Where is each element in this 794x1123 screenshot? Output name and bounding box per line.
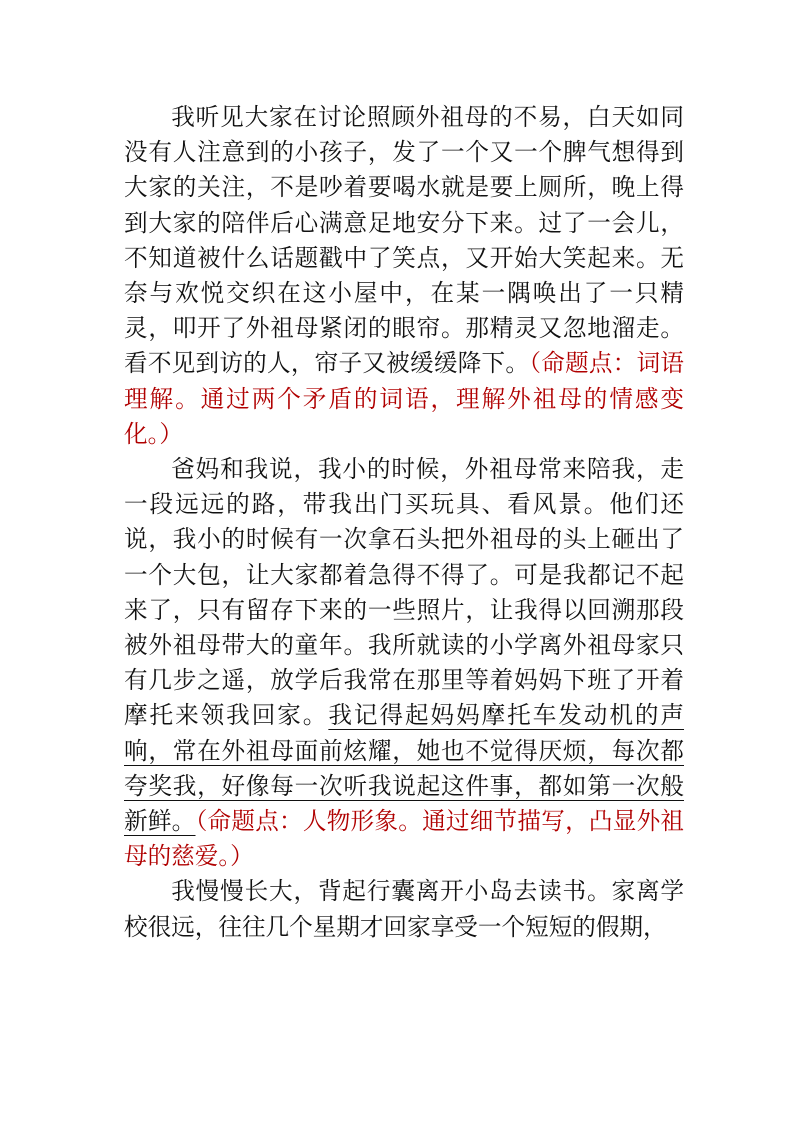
document-page [124,100,684,945]
paragraph-3 [124,874,684,944]
paragraph-2 [124,452,684,874]
paragraph-1-text: 我听见大家在讨论照顾外祖母的不易，白天如同没有人注意到的小孩子，发了一个又一个脾气想得到大家的关注，不是吵着要喝水就是要上厕所，晚上得到大家的陪伴后心满意足地安分下来。过了一会儿，不知道被什么话题戳中了笑点，又开始大笑起来。无奈与欢悦交织在这小屋中，在某一隅唤出了一只精灵，叩开了外祖母紧闭的眼帘。那精灵又忽地溜走。看不见到访的人，帘子又被缓缓降下。 [124,103,684,378]
paragraph-1-annotation: （命题点：词语理解。通过两个矛盾的词语，理解外祖母的情感变化。） [124,349,685,448]
paragraph-2-underlined-text: 我记得起妈妈摩托车发动机的声响，常在外祖母面前炫耀，她也不觉得厌烦，每次都夸奖我，好像每一次听我说起这件事，都如第一次般新鲜。 [124,701,685,836]
paragraph-2-text: 爸妈和我说，我小的时候，外祖母常来陪我，走一段远远的路，带我出门买玩具、看风景。他们还说，我小的时候有一次拿石头把外祖母的头上砸出了一个大包，让大家都着急得不得了。可是我都记不起来了，只有留存下来的一些照片，让我得以回溯那段被外祖母带大的童年。我所就读的小学离外祖母家只有几步之遥，放学后我常在那里等着妈妈下班了开着摩托来领我回家。 [124,455,684,730]
paragraph-1 [124,100,684,452]
paragraph-2-annotation: （命题点：人物形象。通过细节描写，凸显外祖母的慈爱。） [124,807,685,871]
paragraph-3-text: 我慢慢长大，背起行囊离开小岛去读书。家离学校很远，往往几个星期才回家享受一个短短的假期， [124,877,684,941]
